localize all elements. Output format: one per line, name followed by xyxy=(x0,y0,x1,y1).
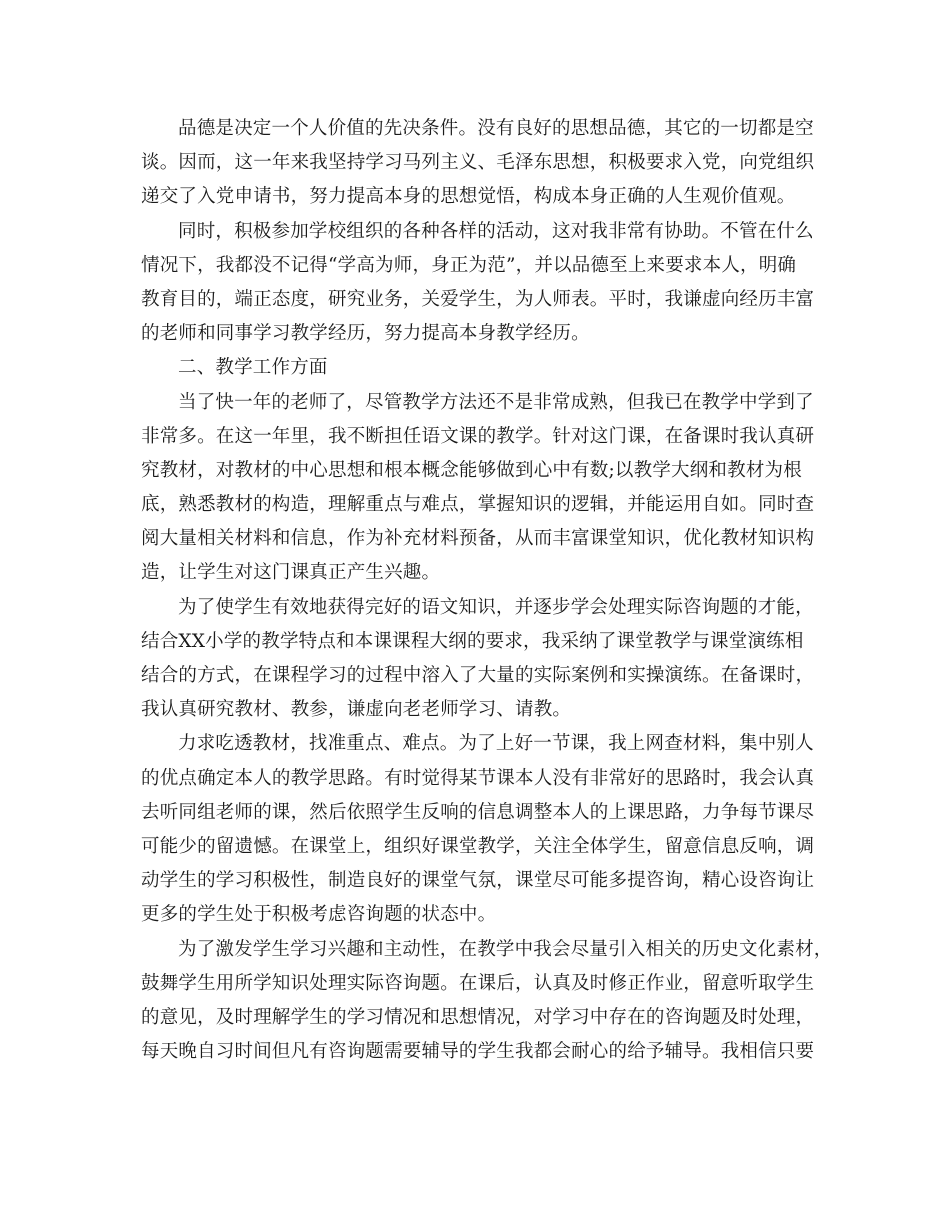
paragraph-line: 我认真研究教材、教参，谦虚向老老师学习、请教。 xyxy=(141,699,572,721)
paragraph-line: 可能少的留遗憾。在课堂上，组织好课堂教学，关注全体学生，留意信息反响，调 xyxy=(141,835,815,857)
paragraph-line: 为了激发学生学习兴趣和主动性，在教学中我会尽量引入相关的历史文化素材， xyxy=(178,938,833,960)
paragraph-line: 谈。因而，这一年来我坚持学习马列主义、毛泽东思想，积极要求入党，向党组织 xyxy=(141,152,815,174)
paragraph-line: 阅大量相关材料和信息，作为补充材料预备，从而丰富课堂知识，优化教材知识构 xyxy=(141,528,815,550)
paragraph-line: 结合的方式，在课程学习的过程中溶入了大量的实际案例和实操演练。在备课时， xyxy=(141,665,815,686)
paragraph-line: 鼓舞学生用所学知识处理实际咨询题。在课后，认真及时修正作业，留意听取学生 xyxy=(141,972,815,994)
paragraph-line: 究教材，对教材的中心思想和根本概念能够做到心中有数;以教学大纲和教材为根 xyxy=(141,459,802,481)
paragraph-line: 更多的学生处于积极考虑咨询题的状态中。 xyxy=(141,904,497,926)
paragraph-line: 力求吃透教材，找准重点、难点。为了上好一节课，我上网查材料，集中别人 xyxy=(178,733,814,755)
paragraph-line: 为了使学生有效地获得完好的语文知识，并逐步学会处理实际咨询题的才能， xyxy=(178,596,814,618)
paragraph-line: 教育目的，端正态度，研究业务，关爱学生，为人师表。平时，我谦虚向经历丰富 xyxy=(141,288,815,310)
paragraph-line: 当了快一年的老师了，尽管教学方法还不是非常成熟，但我已在教学中学到了 xyxy=(178,391,814,413)
paragraph-line: 去听同组老师的课，然后依照学生反响的信息调整本人的上课思路，力争每节课尽 xyxy=(141,801,815,823)
paragraph-line: 的老师和同事学习教学经历，努力提高本身教学经历。 xyxy=(141,323,590,345)
section-heading: 二、教学工作方面 xyxy=(178,357,328,379)
paragraph-line: 同时，积极参加学校组织的各种各样的活动，这对我非常有协助。不管在什么 xyxy=(178,220,814,242)
paragraph-line: 品德是决定一个人价值的先决条件。没有良好的思想品德，其它的一切都是空 xyxy=(178,118,814,139)
paragraph-line: 的优点确定本人的教学思路。有时觉得某节课本人没有非常好的思路时，我会认真 xyxy=(141,767,815,789)
document-body xyxy=(141,112,833,1069)
paragraph-line: 情况下，我都没不记得“学高为师，身正为范”，并以品德至上来要求本人，明确 xyxy=(141,254,797,276)
paragraph-line: 非常多。在这一年里，我不断担任语文课的教学。针对这门课，在备课时我认真研 xyxy=(141,425,815,447)
paragraph-line: 底，熟悉教材的构造，理解重点与难点，掌握知识的逻辑，并能运用自如。同时查 xyxy=(141,494,815,516)
paragraph-line: 造，让学生对这门课真正产生兴趣。 xyxy=(141,562,441,584)
paragraph-line: 的意见，及时理解学生的学习情况和思想情况，对学习中存在的咨询题及时处理， xyxy=(141,1006,815,1028)
paragraph-line: 结合XX小学的教学特点和本课课程大纲的要求，我采纳了课堂教学与课堂演练相 xyxy=(141,630,804,652)
paragraph-line: 递交了入党申请书，努力提高本身的思想觉悟，构成本身正确的人生观价值观。 xyxy=(141,186,796,208)
paragraph-line: 每天晚自习时间但凡有咨询题需要辅导的学生我都会耐心的给予辅导。我相信只要 xyxy=(141,1041,815,1063)
paragraph-line: 动学生的学习积极性，制造良好的课堂气氛，课堂尽可能多提咨询，精心设咨询让 xyxy=(141,870,815,892)
